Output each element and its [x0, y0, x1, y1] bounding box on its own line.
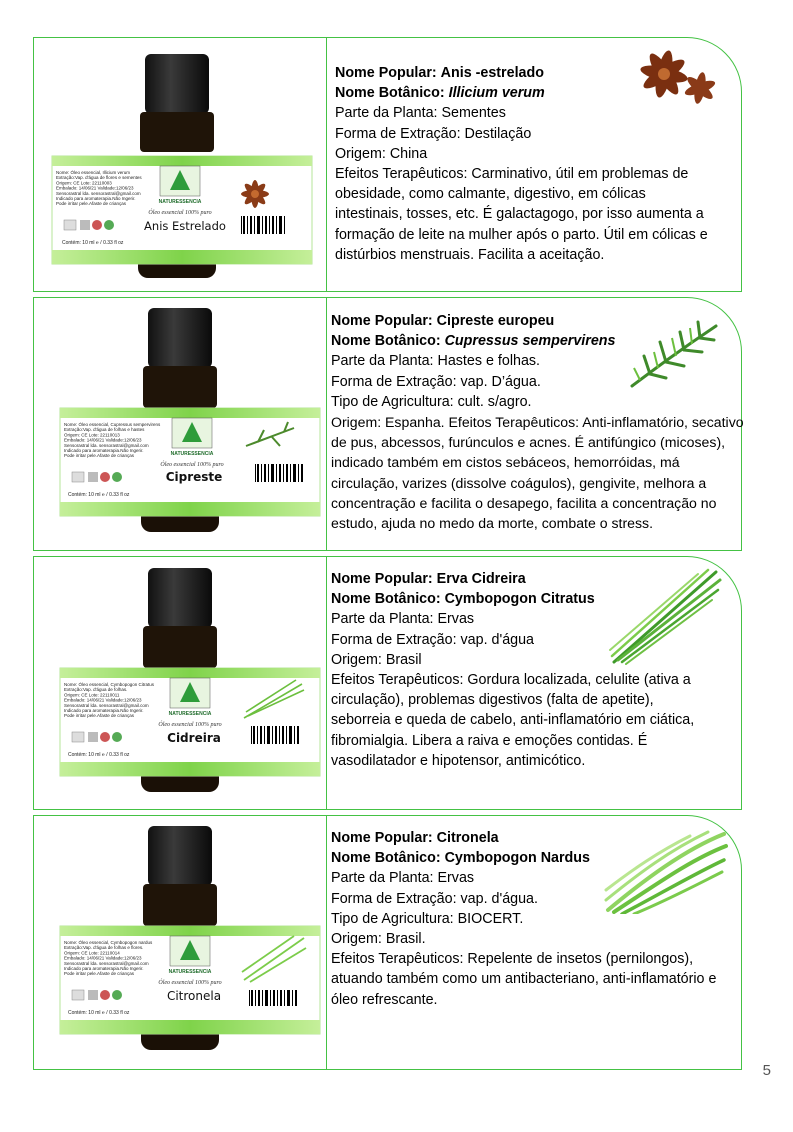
cypress-image	[626, 316, 722, 392]
label-info-line: Embalado: 14/06/21 Validade:12/06/23	[64, 697, 142, 703]
certification-icons	[72, 472, 122, 482]
info-lines	[56, 169, 142, 206]
label-info-line: Origem: CE Lote: 22110011	[64, 692, 120, 698]
page-number: 5	[762, 1062, 771, 1079]
botanic-name: Cymbopogon Citratus	[444, 591, 595, 608]
extraction-method: Forma de Extração: vap. d'água	[331, 631, 534, 648]
label-info-line: Origem: CE Lote: 22110014	[64, 950, 120, 956]
label-info-line: Indicado para aromaterapia.Não Ingerir.	[64, 708, 144, 713]
label-content: Contém: 10 ml ℮ / 0.33 fl oz	[68, 1010, 130, 1016]
certification-icons	[72, 990, 122, 1000]
origin: Origem: Brasil.	[331, 931, 426, 948]
therapeutic-effects: Origem: Espanha. Efeitos Terapêuticos: Anti-inflamatório, secativo de pus, abcessos, furúnculos e acnes. É antifúngico (micoses), indicado também em cistos sebáceos, hemorróidas, má circulação, varizes (dissolve coágulos), gengivite, melhora a concentração e facilita o desapego, facilita a concentração no estudo, ajuda no medo da morte, combate o stress.	[331, 414, 744, 532]
tagline-text: Óleo essencial 100% puro	[158, 980, 222, 986]
popular-name: Erva Cidreira	[436, 571, 526, 587]
brand-text: NATURESSENCIA	[170, 451, 214, 457]
label-info-line: Pode irritar pele.Afaste de crianças	[64, 971, 135, 977]
origin: Origem: Brasil	[331, 651, 422, 668]
plant-part: Parte da Planta: Ervas	[331, 870, 475, 887]
label-info-line: Nome: Óleo essencial, Cymbopogon Citratus	[64, 682, 155, 687]
botanic-name: Illicium verum	[448, 85, 545, 102]
barcode-icon	[250, 726, 302, 748]
label-info-line: Origem: CE Lote: 22110003	[56, 180, 112, 186]
barcode-icon	[254, 464, 304, 486]
label-info-line: Extração:Vap. d'água de flores e sementes	[56, 175, 142, 181]
label-content: Contém: 10 ml ℮ / 0.33 fl oz	[62, 240, 124, 246]
bottle-image-citronela	[58, 824, 322, 1052]
origin: Origem: China	[335, 145, 428, 162]
label-info-line: Indicado para aromaterapia.Não Ingerir.	[64, 966, 144, 971]
label-info-line: Indicado para aromaterapia.Não Ingerir.	[64, 448, 144, 453]
bottle-image-anis	[50, 52, 315, 280]
label-info-line: Nome: Óleo essencial, Cupressus sempervirens	[64, 422, 161, 427]
label-info-line: Sensorastral lda. sensorastral@gmail.com	[64, 442, 149, 448]
label-info-line: Pode irritar pele.Afaste de crianças	[56, 201, 127, 207]
star-anise-label-icon	[241, 180, 269, 208]
extraction-method: Forma de Extração: vap. D’água.	[331, 373, 541, 390]
label-info-line: Sensorastral lda. sensorastral@gmail.com	[56, 190, 141, 196]
botanic-name: Cupressus sempervirens	[444, 333, 616, 350]
bottle-image-cipreste	[58, 306, 322, 534]
label-info-line: Pode irritar pele.Afaste de crianças	[64, 453, 135, 459]
therapeutic-effects: Efeitos Terapêuticos: Carminativo, útil em problemas de obesidade, como calmante, digestivo, em cólicas intestinais, tosses, etc. É galactagogo, por isso aumenta a formação de leite na mulher após o parto. Útil em cólicas e distúrbios menstruais. Facilita a aceitação.	[335, 166, 708, 263]
popular-name: Anis -estrelado	[440, 65, 544, 81]
tagline-text: Óleo essencial 100% puro	[160, 462, 224, 468]
bottle-image-cidreira	[58, 566, 322, 794]
star-anise-image	[632, 44, 724, 112]
label-info-line: Indicado para aromaterapia.Não Ingerir.	[56, 196, 136, 201]
extraction-method: Forma de Extração: vap. d'água.	[331, 890, 538, 907]
label-product-name: Cipreste	[165, 470, 223, 484]
therapeutic-effects: Efeitos Terapêuticos: Gordura localizada, celulite (ativa a circulação), problemas digestivos (falta de apetite), seborreia e queda de cabelo, anti-inflamatório em ciática, fibromialgia. Libera a raiva e emoções contidas. É vasodilatador e hipotensor, antimicótico.	[331, 672, 695, 769]
label-info-line: Embalado: 14/06/21 Validade:12/06/23	[56, 185, 134, 191]
label-info-line: Extração:Vap. d'água de folhas.	[64, 687, 128, 693]
plant-part: Parte da Planta: Sementes	[335, 105, 506, 122]
label-info-line: Nome: Óleo essencial, Cymbopogon nardus	[64, 940, 153, 945]
botanic-name: Cymbopogon Nardus	[444, 850, 590, 867]
label-product-name: Anis Estrelado	[144, 219, 226, 233]
label-info-line: Origem: CE Lote: 22110013	[64, 432, 120, 438]
label-info-line: Extração:Vap. d'água de folhas e flores.	[64, 945, 144, 951]
label-content: Contém: 10 ml ℮ / 0.33 fl oz	[68, 752, 130, 758]
label-product-name: Cidreira	[167, 731, 221, 745]
label-info-line: Nome: Óleo essencial, Illicium verum	[56, 170, 131, 175]
info-lines	[64, 939, 153, 976]
botanic-name-label: Nome Botânico:	[331, 591, 441, 608]
label-info-line: Sensorastral lda. sensorastral@gmail.com	[64, 960, 149, 966]
label-product-name: Citronela	[166, 989, 222, 1003]
botanic-name-label: Nome Botânico:	[335, 85, 445, 102]
card-divider	[326, 298, 327, 550]
brand-text: NATURESSENCIA	[168, 711, 212, 717]
tagline-text: Óleo essencial 100% puro	[148, 210, 212, 216]
card-divider	[326, 816, 327, 1069]
lemongrass-image	[608, 566, 722, 666]
botanic-name-label: Nome Botânico:	[331, 850, 441, 867]
plant-part: Parte da Planta: Hastes e folhas.	[331, 353, 541, 370]
info-lines	[64, 681, 155, 718]
botanic-name-label: Nome Botânico:	[331, 333, 441, 350]
tagline-text: Óleo essencial 100% puro	[158, 722, 222, 728]
certification-icons	[64, 220, 114, 230]
citronella-image	[604, 830, 728, 914]
popular-name: Citronela	[436, 830, 499, 846]
brand-text: NATURESSENCIA	[158, 199, 202, 205]
plant-part: Parte da Planta: Ervas	[331, 611, 475, 628]
brand-text: NATURESSENCIA	[168, 969, 212, 975]
label-info-line: Embalado: 14/06/21 Validade:12/06/23	[64, 955, 142, 961]
agriculture-type: Tipo de Agricultura: cult. s/agro.	[331, 393, 532, 410]
popular-name-label: Nome Popular:	[331, 313, 433, 329]
label-content: Contém: 10 ml ℮ / 0.33 fl oz	[68, 492, 130, 498]
label-info-line: Extração:Vap. d'água de folhas e hastes	[64, 427, 145, 433]
popular-name: Cipreste europeu	[436, 313, 555, 329]
label-info-line: Embalado: 14/06/21 Validade:12/06/23	[64, 437, 142, 443]
card-divider	[326, 38, 327, 291]
popular-name-label: Nome Popular:	[331, 571, 433, 587]
popular-name-label: Nome Popular:	[335, 65, 437, 81]
agriculture-type: Tipo de Agricultura: BIOCERT.	[331, 910, 524, 927]
label-info-line: Sensorastral lda. sensorastral@gmail.com	[64, 702, 149, 708]
therapeutic-effects: Efeitos Terapêuticos: Repelente de insetos (pernilongos), atuando também como um antibacteriano, anti-inflamatório e óleo refrescante.	[331, 951, 717, 1008]
card-divider	[326, 557, 327, 809]
barcode-icon	[240, 216, 288, 236]
certification-icons	[72, 732, 122, 742]
barcode-icon	[248, 990, 300, 1010]
popular-name-label: Nome Popular:	[331, 830, 433, 846]
extraction-method: Forma de Extração: Destilação	[335, 125, 532, 142]
label-info-line: Pode irritar pele.Afaste de crianças	[64, 713, 135, 719]
